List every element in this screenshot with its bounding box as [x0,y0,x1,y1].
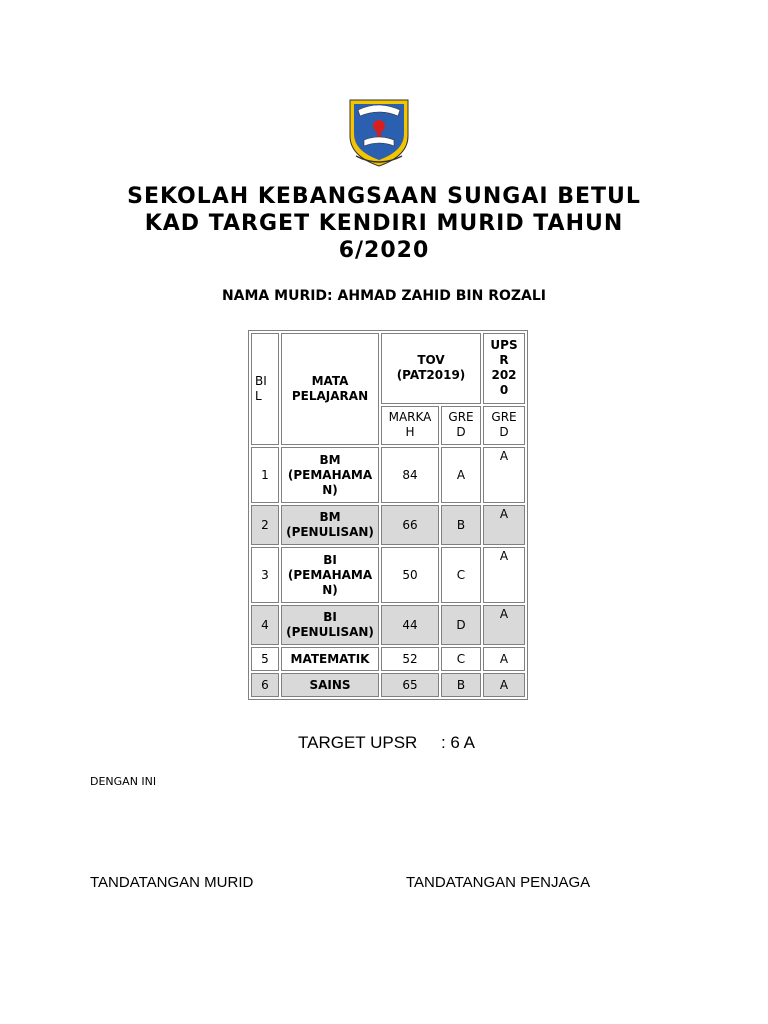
title-line-3: 6/2020 [338,238,430,263]
dengan-ini-text: DENGAN INI [90,775,157,788]
cell-bil: 2 [251,505,279,545]
cell-markah: 65 [381,673,439,697]
header-tov: TOV (PAT2019) [381,333,481,404]
cell-upsr: A [483,547,525,603]
cell-upsr: A [483,447,525,503]
target-label: TARGET UPSR [298,733,418,752]
cell-bil: 5 [251,647,279,671]
cell-markah: 84 [381,447,439,503]
cell-bil: 4 [251,605,279,645]
cell-upsr: A [483,647,525,671]
cell-gred: D [441,605,481,645]
table-row [251,547,525,603]
header-markah: MARKA H [381,406,439,445]
header-gred-tov: GRE D [441,406,481,445]
cell-markah: 52 [381,647,439,671]
cell-upsr: A [483,605,525,645]
table-row [251,647,525,671]
table-row [251,605,525,645]
cell-subject: BI (PEMAHAMA N) [281,547,379,603]
table-row [251,673,525,697]
signature-murid: TANDATANGAN MURID [90,874,254,891]
cell-subject: MATEMATIK [281,647,379,671]
header-bil: BI L [251,333,279,445]
header-upsr-2020: UPS R 202 0 [483,333,525,404]
header-mata-pelajaran: MATA PELAJARAN [281,333,379,445]
cell-markah: 50 [381,547,439,603]
header-gred-upsr: GRE D [483,406,525,445]
cell-bil: 1 [251,447,279,503]
cell-gred: C [441,547,481,603]
school-crest-logo [346,96,412,168]
cell-markah: 66 [381,505,439,545]
cell-gred: C [441,647,481,671]
signature-penjaga: TANDATANGAN PENJAGA [406,874,591,891]
cell-upsr: A [483,505,525,545]
cell-subject: BM (PEMAHAMA N) [281,447,379,503]
cell-bil: 6 [251,673,279,697]
cell-gred: B [441,673,481,697]
cell-gred: B [441,505,481,545]
target-upsr [298,733,475,753]
title-line-2: KAD TARGET KENDIRI MURID TAHUN [144,211,624,236]
marks-table [248,330,528,700]
cell-subject: BM (PENULISAN) [281,505,379,545]
cell-bil: 3 [251,547,279,603]
title-line-1: SEKOLAH KEBANGSAAN SUNGAI BETUL [127,184,641,209]
table-row [251,505,525,545]
document-title [0,183,768,264]
cell-markah: 44 [381,605,439,645]
table-row [251,447,525,503]
cell-subject: BI (PENULISAN) [281,605,379,645]
cell-subject: SAINS [281,673,379,697]
cell-upsr: A [483,673,525,697]
target-value: : 6 A [440,733,475,752]
cell-gred: A [441,447,481,503]
student-name: NAMA MURID: AHMAD ZAHID BIN ROZALI [221,288,547,304]
